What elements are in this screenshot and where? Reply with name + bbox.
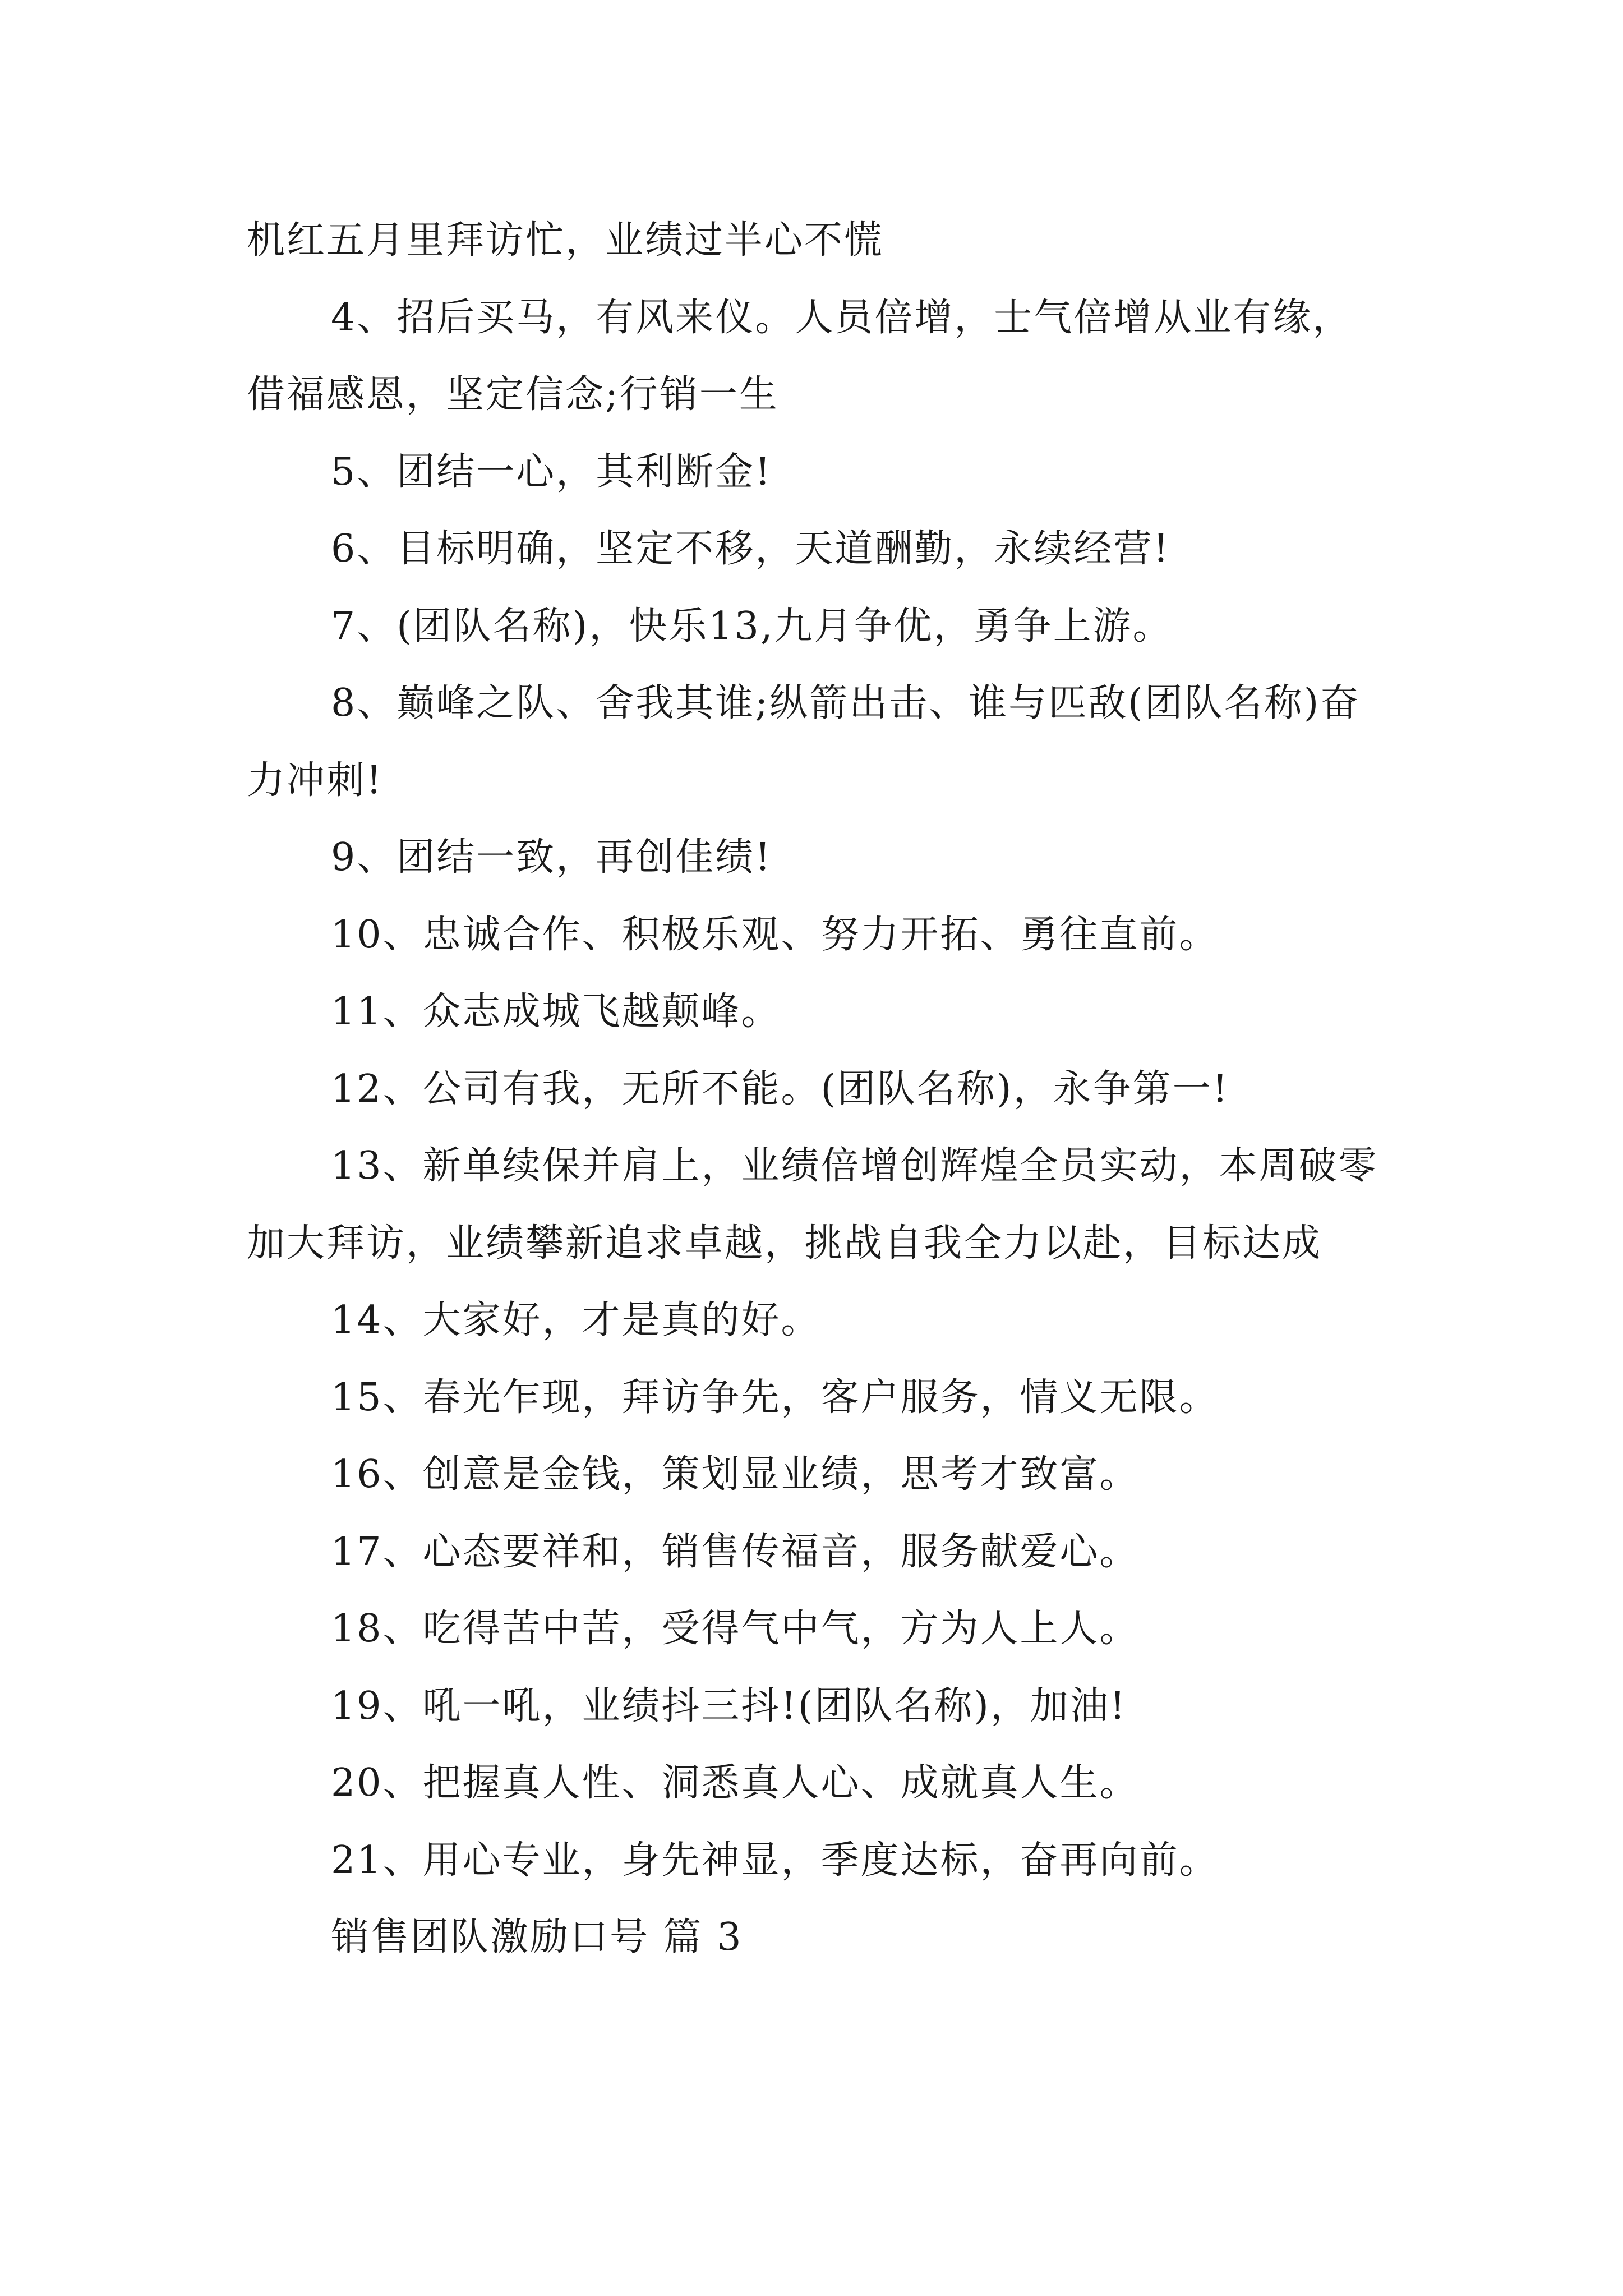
paragraph-slogan-12: 12、公司有我，无所不能。(团队名称)，永争第一!	[331, 1066, 1229, 1111]
paragraph-slogan-10: 10、忠诚合作、积极乐观、努力开拓、勇往直前。	[331, 912, 1219, 957]
paragraph-slogan-8: 8、巅峰之队、舍我其谁;纵箭出击、谁与匹敌(团队名称)奋力冲刺!	[247, 681, 1361, 803]
document-body	[247, 202, 1380, 1976]
paragraph-slogan-17: 17、心态要祥和，销售传福音，服务献爱心。	[331, 1529, 1140, 1574]
paragraph-slogan-5: 5、团结一心，其利断金!	[331, 449, 772, 494]
section-heading: 销售团队激励口号 篇 3	[331, 1915, 743, 1959]
paragraph-slogan-20: 20、把握真人性、洞悉真人心、成就真人生。	[331, 1761, 1140, 1805]
paragraph-slogan-14: 14、大家好，才是真的好。	[331, 1298, 821, 1342]
paragraph-slogan-11: 11、众志成城飞越颠峰。	[331, 990, 781, 1034]
paragraph-slogan-16: 16、创意是金钱，策划显业绩，思考才致富。	[331, 1452, 1140, 1497]
paragraph-slogan-21: 21、用心专业，身先神显，季度达标，奋再向前。	[331, 1838, 1219, 1883]
paragraph-0: 机红五月里拜访忙，业绩过半心不慌	[247, 218, 884, 263]
paragraph-slogan-19: 19、吼一吼，业绩抖三抖!(团队名称)，加油!	[331, 1683, 1127, 1728]
paragraph-slogan-13: 13、新单续保并肩上，业绩倍增创辉煌全员实动，本周破零加大拜访，业绩攀新追求卓越，挑战自我全力以赴，目标达成	[247, 1144, 1378, 1266]
paragraph-slogan-4: 4、招后买马，有风来仪。人员倍增，士气倍增从业有缘，借福感恩，坚定信念;行销一生	[247, 295, 1353, 417]
paragraph-slogan-9: 9、团结一致，再创佳绩!	[331, 835, 772, 880]
paragraph-slogan-7: 7、(团队名称)，快乐13,九月争优，勇争上游。	[331, 604, 1173, 648]
paragraph-slogan-18: 18、吃得苦中苦，受得气中气，方为人上人。	[331, 1607, 1140, 1651]
paragraph-slogan-15: 15、春光乍现，拜访争先，客户服务，情义无限。	[331, 1375, 1219, 1420]
paragraph-slogan-6: 6、目标明确，坚定不移，天道酬勤，永续经营!	[331, 527, 1170, 571]
